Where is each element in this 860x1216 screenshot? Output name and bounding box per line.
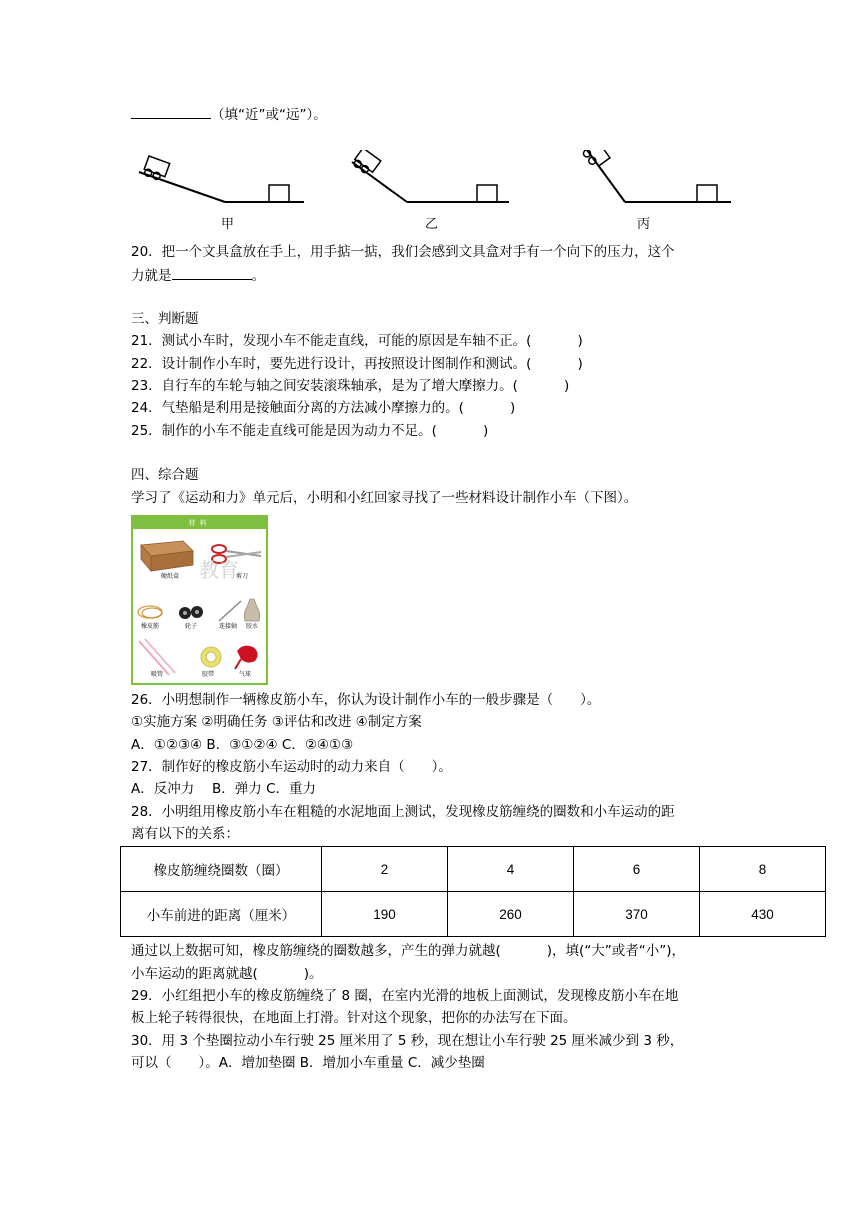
wheel-icon: [179, 606, 203, 619]
q28-line2: 离有以下的关系：: [131, 826, 239, 842]
table-cell: 8: [700, 847, 826, 892]
materials-drawing: [133, 529, 266, 683]
section3-title: 三、判断题: [131, 311, 199, 327]
q30-line2: 可以（ ）。A．增加垫圈 B．增加小车重量 C．减少垫圈: [131, 1055, 485, 1071]
table-cell: 4: [448, 847, 574, 892]
watermark: 教育: [199, 558, 239, 582]
table-cell: 6: [574, 847, 700, 892]
q26-options: A．①②③④ B．③①②④ C．②④①③: [131, 737, 354, 753]
row-header: 橡皮筋缠绕圈数（圈）: [121, 847, 322, 892]
q24: 24．气垫船是利用是接触面分离的方法减小摩擦力的。( ): [131, 400, 516, 416]
section4-intro: 学习了《运动和力》单元后，小明和小红回家寻找了一些材料设计制作小车（下图）。: [131, 490, 638, 506]
row-header: 小车前进的距离（厘米）: [121, 892, 322, 937]
table-row: [121, 892, 826, 937]
answer-blank[interactable]: [131, 103, 211, 119]
ramp-jia: [139, 156, 304, 232]
materials-header: 材料: [133, 517, 266, 529]
ramp-bing: [581, 150, 731, 232]
tape-icon: [201, 647, 221, 667]
q19-tail: （填“近”或“远”）。: [131, 103, 327, 126]
mat-label: 轮子: [185, 623, 198, 630]
straw-icon: [139, 639, 175, 675]
q27-options: A．反冲力 B．弹力 C．重力: [131, 781, 317, 797]
mat-label: 胶水: [246, 623, 259, 630]
q21: 21．测试小车时，发现小车不能走直线，可能的原因是车轴不正。( ): [131, 333, 583, 349]
table-cell: 190: [322, 892, 448, 937]
ramp-label: 丙: [637, 217, 651, 232]
q23: 23．自行车的车轮与轴之间安装滚珠轴承，是为了增大摩擦力。( ): [131, 378, 570, 394]
mat-label: 剪刀: [236, 573, 249, 580]
q25: 25．制作的小车不能走直线可能是因为动力不足。( ): [131, 423, 489, 439]
q27-stem: 27．制作好的橡皮筋小车运动时的动力来自（ ）。: [131, 759, 452, 775]
mat-label: 连接轴: [219, 623, 238, 630]
q30-line1: 30．用 3 个垫圈拉动小车行驶 25 厘米用了 5 秒，现在想让小车行驶 25 厘米减少到 3 秒，: [131, 1033, 684, 1049]
q28-after2: 小车运动的距离就越( )。: [131, 966, 323, 982]
data-table: [120, 846, 826, 937]
mat-label: 硬纸盒: [161, 573, 180, 580]
mat-label: 胶带: [202, 671, 215, 678]
q22: 22．设计制作小车时，要先进行设计，再按照设计图制作和测试。( ): [131, 356, 583, 372]
table-cell: 260: [448, 892, 574, 937]
axle-icon: [219, 601, 241, 621]
q26-stem: 26．小明想制作一辆橡皮筋小车，你认为设计制作小车的一般步骤是（ ）。: [131, 692, 601, 708]
glue-icon: [244, 599, 259, 621]
ramp-label: 甲: [221, 217, 235, 232]
q20-line2: 力就是 。: [131, 264, 265, 287]
box-icon: [141, 541, 193, 571]
ramp-label: 乙: [425, 217, 439, 232]
table-row: [121, 847, 826, 892]
q29-line2: 板上轮子转得很快，在地面上打滑。针对这个现象，把你的办法写在下面。: [131, 1010, 577, 1026]
mat-label: 吸管: [151, 671, 164, 678]
ramp-figures: [135, 150, 735, 235]
q29-line1: 29．小红组把小车的橡皮筋缠绕了 8 圈，在室内光滑的地板上面测试，发现橡皮筋小车在地: [131, 988, 679, 1004]
mat-label: 气球: [239, 671, 252, 678]
table-cell: 370: [574, 892, 700, 937]
answer-blank[interactable]: [172, 264, 252, 280]
table-cell: 430: [700, 892, 826, 937]
q28-after1: 通过以上数据可知，橡皮筋缠绕的圈数越多，产生的弹力就越( )，填(“大”或者“小”)，: [131, 943, 686, 959]
q28-line1: 28．小明组用橡皮筋小车在粗糙的水泥地面上测试，发现橡皮筋缠绕的圈数和小车运动的距: [131, 804, 675, 820]
ramp-yi: [352, 150, 509, 232]
section4-title: 四、综合题: [131, 467, 199, 483]
rubber-band-icon: [138, 606, 162, 618]
mat-label: 橡皮筋: [141, 623, 160, 630]
table-cell: 2: [322, 847, 448, 892]
materials-image: [131, 515, 268, 685]
balloon-icon: [235, 646, 258, 669]
q20-line1: 20．把一个文具盒放在手上，用手掂一掂，我们会感到文具盒对手有一个向下的压力，这个: [131, 244, 675, 260]
q26-steps: ①实施方案 ②明确任务 ③评估和改进 ④制定方案: [131, 714, 422, 730]
